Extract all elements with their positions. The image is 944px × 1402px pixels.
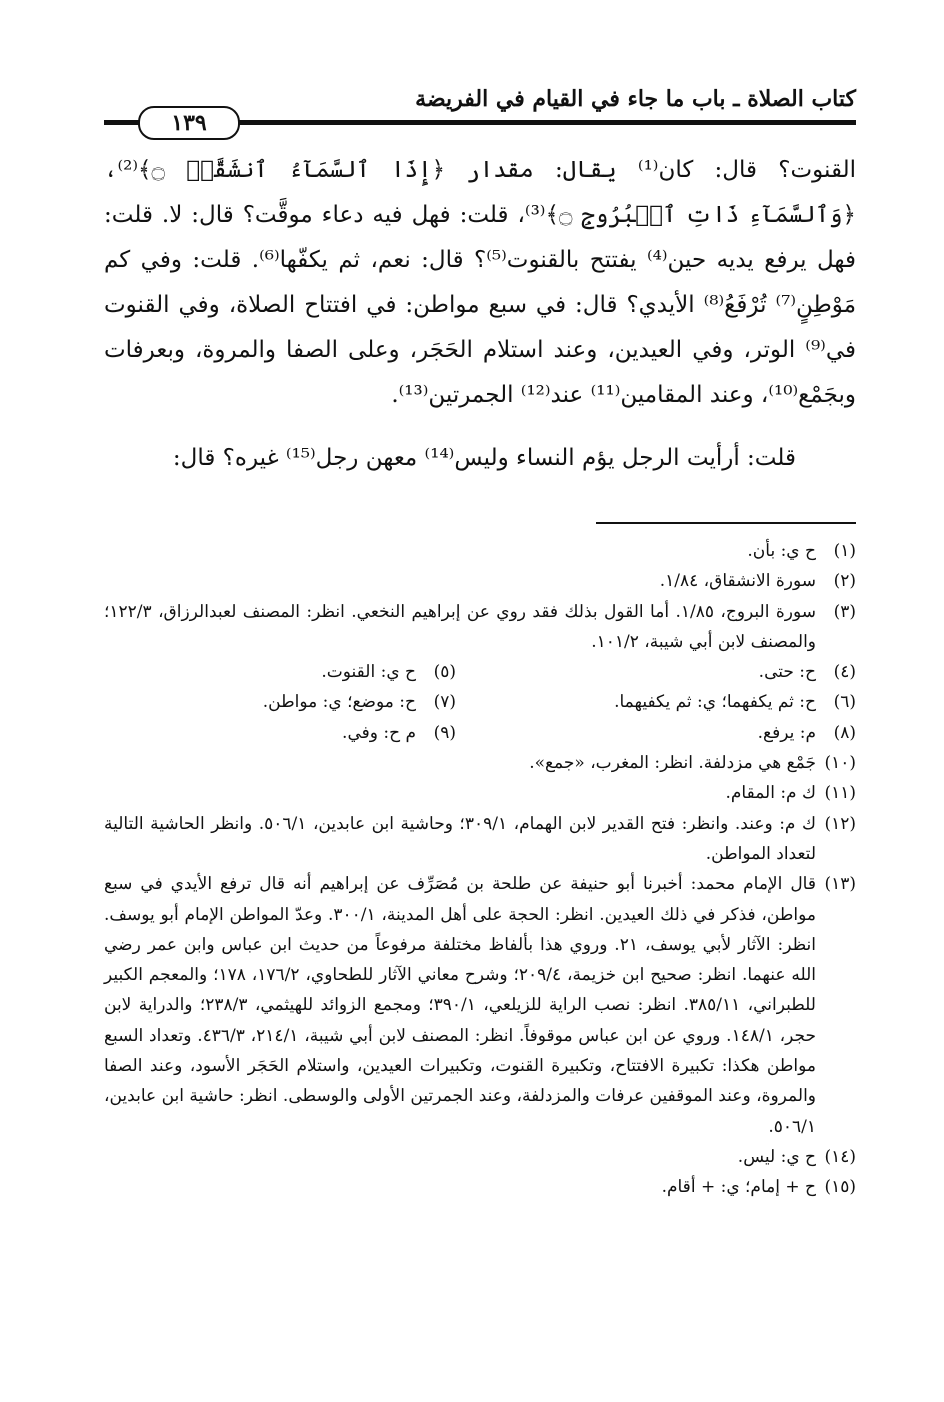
footnote-number: (٣) [833, 601, 856, 622]
footnote-number: (١) [833, 541, 856, 561]
main-text [104, 148, 856, 481]
footnote-number: (٦) [833, 692, 856, 713]
footnote-text: ح ي: ليس. [737, 1146, 816, 1167]
footnote-row [104, 687, 856, 717]
footnote-number: (١٢) [824, 813, 856, 834]
footnote-number: (١٤) [824, 1146, 856, 1167]
footnote-text: ك م: المقام. [725, 783, 816, 804]
page-number: ١٣٩ [138, 106, 240, 140]
footnote-number: (١٥) [824, 1177, 856, 1198]
footnote-text: ح + إمام؛ ي: + أقام. [661, 1177, 816, 1198]
footnote-10 [104, 748, 856, 778]
footnote-row [104, 718, 856, 748]
footnote-11 [104, 778, 856, 808]
footnote-number: (١٠) [824, 753, 856, 774]
footnote-text: قال الإمام محمد: أخبرنا أبو حنيفة عن طلحة بن مُصَرِّف عن إبراهيم أنه قال ترفع الأيدي في سبع مواطن، فذكر في ذلك العيدين. انظر: الحجة على أهل المدينة، ٣٠٠/١. وعدّ المواطن الإمام أبو يوسف. انظر: الآثار لأبي يوسف، ٢١. وروي هذا بألفاظ مختلفة مرفوعاً من حديث ابن عباس وابن عمر رضي الله عنهما. انظر: صحيح ابن خزيمة، ٢٠٩/٤؛ وشرح معاني الآثار للطحاوي، ١٧٦/٢، ١٧٨؛ والمعجم الكبير للطبراني، ٣٨٥/١١. انظر: نصب الراية للزيلعي، ٣٩٠/١؛ ومجمع الزوائد للهيثمي، ٢٣٨/٣؛ والدراية لابن حجر، ١٤٨/١. وروي عن ابن عباس موقوفاً. انظر: المصنف لابن أبي شيبة، ٢١٤/١، ٤٣٦/٣. وتعداد السبع مواطن هكذا: تكبيرة الافتتاح، وتكبيرة القنوت، وتكبيرات العيدين، واستلام الحَجَر الأسود، وعند الصفا والمروة، وعند الموقفين عرفات والمزدلفة، وعند الجمرتين الأولى والوسطى. انظر: حاشية ابن عابدين، ٥٠٦/١. [104, 874, 816, 1137]
footnote-separator [596, 522, 856, 524]
footnote-4 [456, 657, 856, 687]
footnote-5 [56, 657, 456, 687]
footnote-text: ح: ثم يكفهما؛ ي: ثم يكفيهما. [614, 692, 816, 713]
footnote-number: (١١) [824, 783, 856, 804]
footnote-14 [104, 1142, 856, 1172]
footnote-text: ح ي: بأن. [747, 541, 816, 561]
footnote-8 [456, 718, 856, 748]
footnote-text: ح: حتى. [758, 662, 816, 683]
footnote-13 [104, 869, 856, 1142]
footnote-number: (٢) [833, 571, 856, 592]
footnote-15 [104, 1172, 856, 1202]
footnote-7 [56, 687, 456, 717]
footnote-text: سورة الانشقاق، ١/٨٤. [659, 571, 816, 592]
footnote-12 [104, 809, 856, 870]
footnote-text: سورة البروج، ١/٨٥. أما القول بذلك فقد روي عن إبراهيم النخعي. انظر: المصنف لعبدالرزاق، ١٢٢/٣؛ والمصنف لابن أبي شيبة، ١٠١/٢. [104, 601, 816, 652]
footnote-1 [104, 536, 856, 566]
footnote-number: (٩) [433, 722, 456, 743]
body-paragraph: القنوت؟ قال: كان⁽¹⁾ يقال: مقدار ﴿إِذَا ٱلسَّمَآءُ ٱنشَقَّتۡ ۝﴾⁽²⁾، ﴿وَٱلسَّمَآءِ ذَاتِ ٱلۡبُرُوجِ ۝﴾⁽³⁾، قلت: فهل فيه دعاء موقَّت؟ قال: لا. قلت: فهل يرفع يديه حين⁽⁴⁾ يفتتح بالقنوت⁽⁵⁾؟ قال: نعم، ثم يكفّها⁽⁶⁾. قلت: وفي كم مَوْطِنٍ⁽⁷⁾ تُرْفَعُ⁽⁸⁾ الأيدي؟ قال: في سبع مواطن: في افتتاح الصلاة، وفي القنوت في⁽⁹⁾ الوتر، وفي العيدين، وعند استلام الحَجَر، وعلى الصفا والمروة، وبعرفات وبجَمْع⁽¹⁰⁾، وعند المقامين⁽¹¹⁾ عند⁽¹²⁾ الجمرتين⁽¹³⁾. [104, 157, 857, 408]
footnote-3 [104, 597, 856, 658]
footnote-number: (٧) [433, 692, 456, 713]
footnote-text: ح ي: القنوت. [321, 662, 416, 683]
footnote-text: ك م: وعند. وانظر: فتح القدير لابن الهمام، ٣٠٩/١؛ وحاشية ابن عابدين، ٥٠٦/١. وانظر الحاشية التالية لتعداد المواطن. [104, 813, 816, 864]
footnote-number: (٨) [833, 722, 856, 743]
footnote-number: (١٣) [824, 874, 856, 895]
footnote-6 [456, 687, 856, 717]
footnote-text: جَمْع هي مزدلفة. انظر: المغرب، «جمع». [529, 753, 816, 774]
body-question: قلت: أرأيت الرجل يؤم النساء وليس⁽¹⁴⁾ معهن رجل⁽¹⁵⁾ غيره؟ قال: [172, 445, 796, 471]
footnote-2 [104, 566, 856, 596]
footnote-number: (٥) [433, 662, 456, 683]
footnote-row [104, 657, 856, 687]
footnote-text: م ح: وفي. [342, 722, 416, 743]
footnote-9 [56, 718, 456, 748]
footnote-text: ح: موضع؛ ي: مواطن. [262, 692, 416, 713]
running-title: كتاب الصلاة ـ باب ما جاء في القيام في الفريضة [415, 86, 856, 112]
footnote-number: (٤) [833, 662, 856, 683]
footnote-text: م: يرفع. [757, 722, 816, 743]
page-header [104, 82, 856, 136]
footnotes [104, 536, 856, 1203]
